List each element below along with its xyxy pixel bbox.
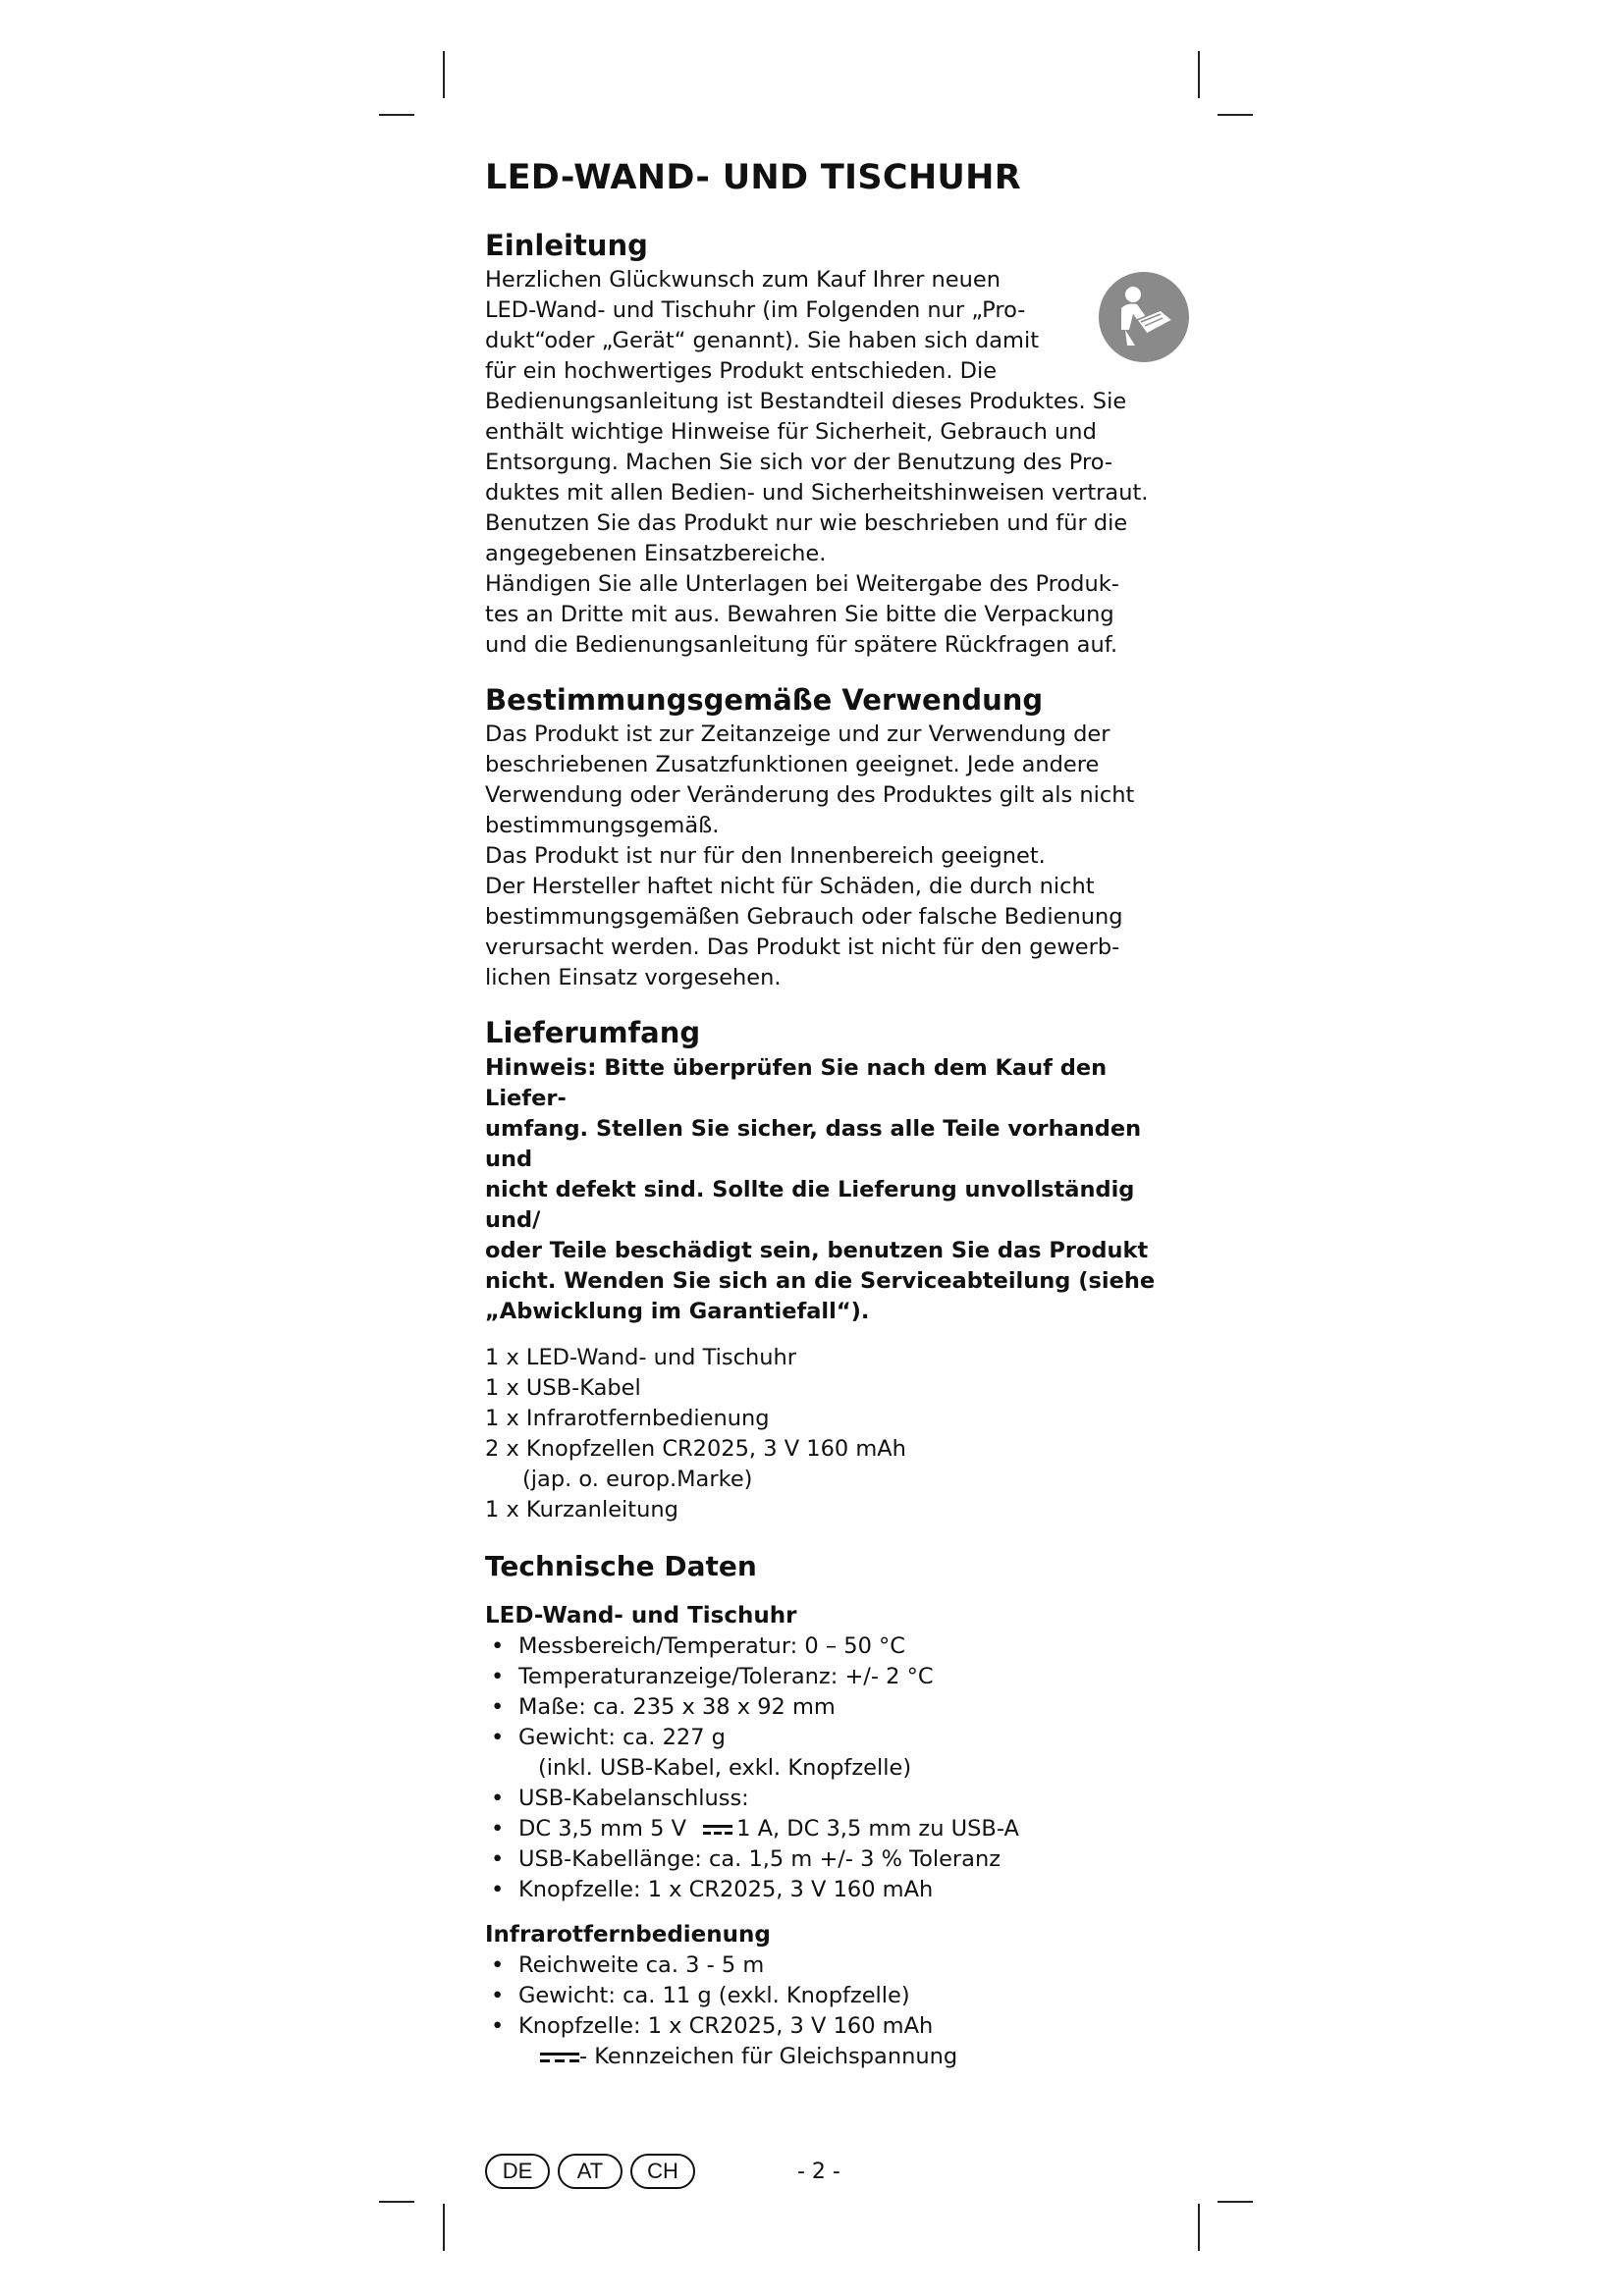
intro-line: Herzlichen Glückwunsch zum Kauf Ihrer neuen bbox=[485, 267, 1001, 293]
country-badges bbox=[485, 2154, 695, 2189]
subheading-remote: Infrarotfernbedienung bbox=[485, 1922, 771, 1948]
note-line: nicht defekt sind. Sollte die Lieferung unvollständig und/ bbox=[485, 1177, 1135, 1233]
section-introduction bbox=[485, 226, 1172, 661]
intro-line: LED-Wand- und Tischuhr (im Folgenden nur „Pro- bbox=[485, 297, 1026, 323]
spec-item: • Messbereich/Temperatur: 0 – 50 °C bbox=[485, 1631, 1172, 1662]
page-title: LED-WAND- UND TISCHUHR bbox=[485, 158, 1021, 197]
scope-note bbox=[485, 1052, 1172, 1327]
intro-line: angegebenen Einsatzbereiche. bbox=[485, 541, 827, 566]
intro-line: enthält wichtige Hinweise für Sicherheit, Gebrauch und bbox=[485, 419, 1097, 445]
section-heading-scope: Lieferumfang bbox=[485, 1016, 701, 1049]
page-content bbox=[485, 153, 1172, 2072]
usage-line: bestimmungsgemäßen Gebrauch oder falsche Bedienung bbox=[485, 904, 1123, 930]
list-item: 1 x USB-Kabel bbox=[485, 1375, 641, 1401]
intro-body bbox=[485, 265, 1172, 661]
section-intended-use bbox=[485, 680, 1172, 993]
bullet-icon: • bbox=[491, 1725, 505, 1750]
section-heading-introduction: Einleitung bbox=[485, 229, 648, 262]
crop-mark-top-right-horizontal bbox=[1218, 114, 1253, 116]
spec-item: • Maße: ca. 235 x 38 x 92 mm bbox=[485, 1692, 1172, 1723]
usage-line: Das Produkt ist zur Zeitanzeige und zur Verwendung der bbox=[485, 721, 1110, 747]
bullet-icon: • bbox=[491, 1816, 505, 1842]
note-line: oder Teile beschädigt sein, benutzen Sie das Produkt bbox=[485, 1238, 1149, 1263]
intro-line: und die Bedienungsanleitung für spätere Rückfragen auf. bbox=[485, 632, 1118, 658]
country-badge-de: DE bbox=[485, 2154, 550, 2189]
note-label: Hinweis: bbox=[485, 1053, 597, 1081]
spec-item: • USB-Kabelanschluss: bbox=[485, 1784, 1172, 1814]
usage-line: beschriebenen Zusatzfunktionen geeignet. Jede andere bbox=[485, 752, 1100, 777]
spec-item: • DC 3,5 mm 5 V 1 A, DC 3,5 mm zu USB-A bbox=[485, 1814, 1172, 1844]
usage-line: Verwendung oder Veränderung des Produktes gilt als nicht bbox=[485, 782, 1135, 808]
section-heading-technical: Technische Daten bbox=[485, 1550, 757, 1582]
read-manual-icon bbox=[1098, 271, 1190, 363]
crop-mark-bottom-right-horizontal bbox=[1218, 2201, 1253, 2203]
dc-symbol-text: - Kennzeichen für Gleichspannung bbox=[579, 2044, 958, 2069]
bullet-icon: • bbox=[491, 1846, 505, 1872]
list-item: 1 x Infrarotfernbedienung bbox=[485, 1406, 770, 1431]
usage-line: Das Produkt ist nur für den Innenbereich geeignet. bbox=[485, 843, 1046, 869]
dc-voltage-icon bbox=[540, 2051, 579, 2064]
note-line: „Abwicklung im Garantiefall“). bbox=[485, 1299, 870, 1324]
delivery-list bbox=[485, 1343, 1172, 1525]
bullet-icon: • bbox=[491, 1786, 505, 1811]
intro-line: tes an Dritte mit aus. Bewahren Sie bitte die Verpackung bbox=[485, 602, 1114, 627]
intro-line: Benutzen Sie das Produkt nur wie beschrieben und für die bbox=[485, 510, 1128, 536]
intro-line: duktes mit allen Bedien- und Sicherheitshinweisen vertraut. bbox=[485, 480, 1149, 506]
note-line: umfang. Stellen Sie sicher, dass alle Teile vorhanden und bbox=[485, 1116, 1142, 1172]
list-item: 1 x LED-Wand- und Tischuhr bbox=[485, 1345, 797, 1370]
intro-line: dukt“oder „Gerät“ genannt). Sie haben sich damit bbox=[485, 328, 1040, 353]
bullet-icon: • bbox=[491, 1664, 505, 1689]
section-scope-of-delivery bbox=[485, 1013, 1172, 1525]
dc-voltage-icon bbox=[703, 1823, 732, 1837]
list-item: 1 x Kurzanleitung bbox=[485, 1497, 678, 1522]
usage-line: lichen Einsatz vorgesehen. bbox=[485, 965, 782, 990]
bullet-icon: • bbox=[491, 1633, 505, 1659]
subheading-clock: LED-Wand- und Tischuhr bbox=[485, 1603, 797, 1629]
bullet-icon: • bbox=[491, 1694, 505, 1720]
list-item: 2 x Knopfzellen CR2025, 3 V 160 mAh bbox=[485, 1436, 906, 1462]
bullet-icon: • bbox=[491, 2013, 505, 2039]
spec-item: • Knopfzelle: 1 x CR2025, 3 V 160 mAh bbox=[485, 2011, 1172, 2042]
intro-line: Entsorgung. Machen Sie sich vor der Benutzung des Pro- bbox=[485, 450, 1113, 475]
intro-line: für ein hochwertiges Produkt entschieden. Die bbox=[485, 358, 998, 384]
bullet-icon: • bbox=[491, 1877, 505, 1902]
spec-item: • Knopfzelle: 1 x CR2025, 3 V 160 mAh bbox=[485, 1875, 1172, 1905]
country-badge-ch: CH bbox=[630, 2154, 695, 2189]
list-item: (jap. o. europ.Marke) bbox=[522, 1467, 753, 1492]
crop-mark-top-left-vertical bbox=[443, 51, 445, 98]
country-badge-at: AT bbox=[558, 2154, 623, 2189]
dc-symbol-legend bbox=[485, 2042, 1172, 2072]
intro-line: Händigen Sie alle Unterlagen bei Weitergabe des Produk- bbox=[485, 571, 1119, 597]
intro-line: Bedienungsanleitung ist Bestandteil dieses Produktes. Sie bbox=[485, 389, 1127, 414]
remote-spec-list bbox=[485, 1950, 1172, 2042]
note-line: Bitte überprüfen Sie nach dem Kauf den Liefer- bbox=[485, 1055, 1108, 1111]
spec-item: • Gewicht: ca. 227 g bbox=[485, 1723, 1172, 1753]
spec-item: • Reichweite ca. 3 - 5 m bbox=[485, 1950, 1172, 1981]
crop-mark-top-right-vertical bbox=[1198, 51, 1200, 98]
spec-item: • USB-Kabellänge: ca. 1,5 m +/- 3 % Toleranz bbox=[485, 1844, 1172, 1875]
bullet-icon: • bbox=[491, 1983, 505, 2008]
crop-mark-top-left-horizontal bbox=[379, 114, 414, 116]
clock-spec-list bbox=[485, 1631, 1172, 1905]
usage-line: bestimmungsgemäß. bbox=[485, 813, 720, 838]
note-line: nicht. Wenden Sie sich an die Serviceabteilung (siehe bbox=[485, 1268, 1156, 1294]
spec-item-continuation: (inkl. USB-Kabel, exkl. Knopfzelle) bbox=[538, 1755, 912, 1781]
crop-mark-bottom-left-vertical bbox=[443, 2204, 445, 2251]
spec-item: • Gewicht: ca. 11 g (exkl. Knopfzelle) bbox=[485, 1981, 1172, 2011]
page-number: - 2 - bbox=[797, 2160, 840, 2184]
usage-line: verursacht werden. Das Produkt ist nicht für den gewerb- bbox=[485, 934, 1120, 960]
bullet-icon: • bbox=[491, 1952, 505, 1978]
section-technical-data bbox=[485, 1547, 1172, 2072]
usage-line: Der Hersteller haftet nicht für Schäden, die durch nicht bbox=[485, 874, 1095, 899]
crop-mark-bottom-left-horizontal bbox=[379, 2201, 414, 2203]
spec-item: • Temperaturanzeige/Toleranz: +/- 2 °C bbox=[485, 1662, 1172, 1692]
section-heading-intended-use: Bestimmungsgemäße Verwendung bbox=[485, 683, 1044, 717]
crop-mark-bottom-right-vertical bbox=[1198, 2204, 1200, 2251]
